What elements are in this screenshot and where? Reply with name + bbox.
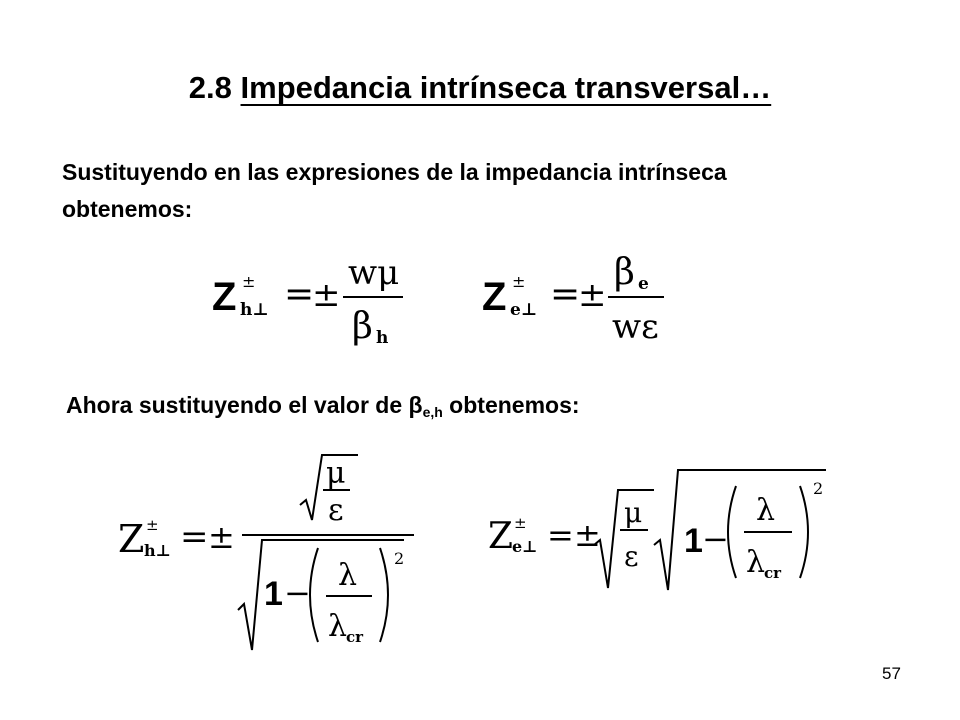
intro-paragraph: Sustituyendo en las expresiones de la impedancia intrínseca obtenemos: [62,159,727,222]
z-symbol: Z [482,275,507,319]
numerator-beta: β [614,252,635,293]
exponent-two: 2 [813,479,824,498]
lambda-symbol: λ [756,493,776,528]
e-perp-subscript: e⊥ [512,537,538,556]
sqrt-sign-bottom [238,540,404,650]
mu-symbol: μ [624,496,643,529]
equals-sign: = [547,516,574,554]
denominator-beta: β [352,306,373,347]
epsilon-symbol: ε [328,493,344,528]
cr-subscript: cr [764,564,782,582]
e-perp-subscript: e⊥ [510,300,538,320]
one-digit: 1 [684,522,703,560]
equation-z-h-simple [212,253,403,348]
pm-sign: ± [578,275,607,315]
left-parenthesis [310,548,318,642]
beta-e-subscript: e [638,274,649,294]
equals-sign: = [550,274,581,315]
exponent-two: 2 [394,549,405,568]
lambda-symbol: λ [746,545,766,580]
equals-sign: = [180,517,209,557]
epsilon-symbol: ε [624,540,639,573]
title-number: 2.8 [188,70,232,105]
beta-paragraph-prefix: Ahora sustituyendo el valor de β [66,392,423,418]
pm-superscript: ± [512,272,526,291]
beta-subscript: e,h [422,404,443,420]
numerator-w-mu: wμ [348,253,400,293]
beta-paragraph-suffix: obtenemos: [442,392,580,418]
denominator-w-eps: wε [612,307,659,347]
lambda-symbol: λ [328,609,348,644]
pm-sign: ± [208,518,235,556]
equation-z-e-simple [482,252,664,347]
pm-superscript: ± [242,272,256,291]
pm-sign: ± [574,516,601,554]
z-symbol: Z [488,516,514,557]
equation-z-e-full [488,470,826,590]
z-symbol: Z [212,275,237,319]
z-symbol: Z [118,517,145,561]
right-parenthesis [800,486,808,578]
one-digit: 1 [264,575,283,613]
minus-sign: − [284,574,311,612]
title-text: Impedancia intrínseca transversal… [240,70,772,105]
left-parenthesis [728,486,736,578]
pm-superscript: ± [146,516,159,534]
mu-symbol: μ [326,456,346,491]
page-number: 57 [882,664,901,683]
equals-sign: = [284,274,315,315]
cr-subscript: cr [346,628,364,646]
h-perp-subscript: h⊥ [144,541,171,560]
equation-z-h-full [118,455,414,650]
pm-sign: ± [312,275,341,315]
h-perp-subscript: h⊥ [240,300,269,320]
beta-h-subscript: h [376,328,389,348]
pm-superscript: ± [514,514,527,532]
minus-sign: − [702,520,729,558]
lambda-symbol: λ [338,558,358,593]
right-parenthesis [380,548,388,642]
